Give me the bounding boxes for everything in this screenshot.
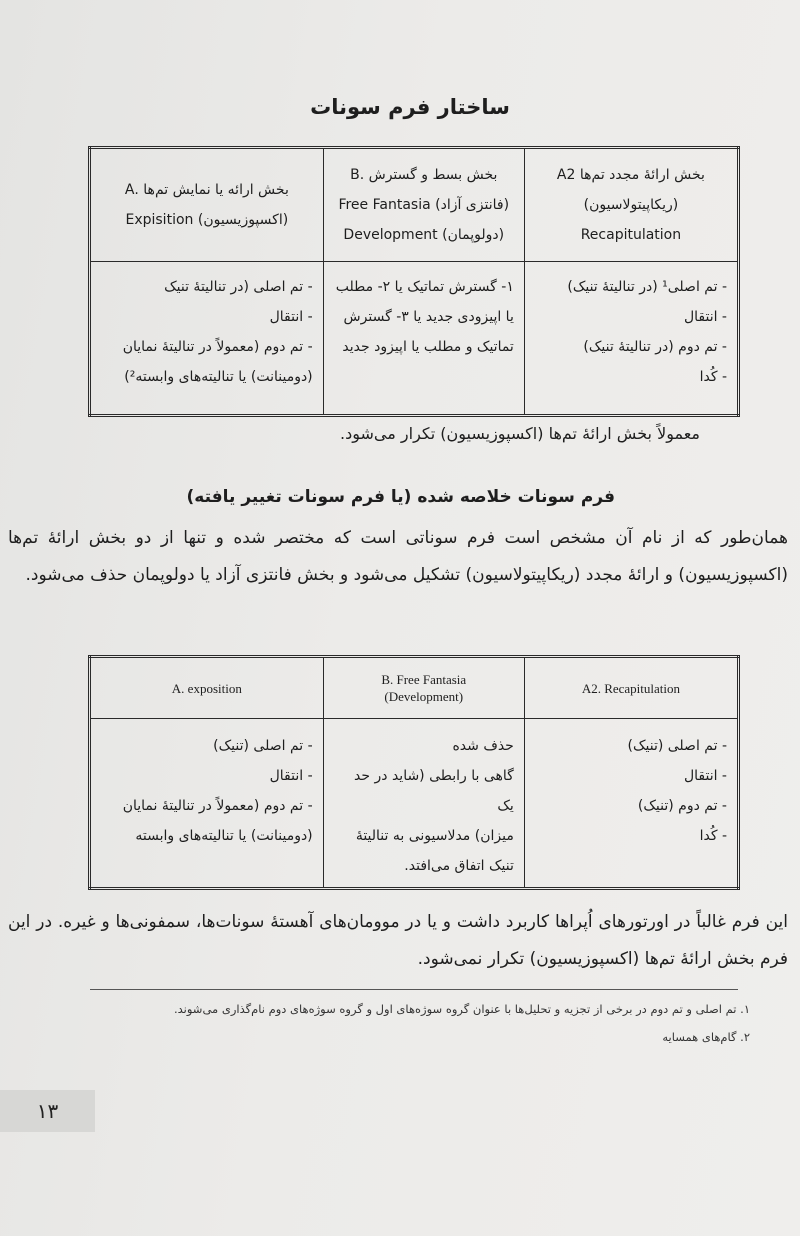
footnote-2: ۲. گام‌های همسایه bbox=[662, 1030, 750, 1044]
exposition-repeat-note: معمولاً بخش ارائهٔ تم‌ها (اکسپوزیسیون) تکرار می‌شود. bbox=[340, 424, 700, 443]
cell-exposition: - تم اصلی (در تنالیتهٔ تنیک - انتقال - تم دوم (معمولاً در تنالیتهٔ نمایان (دومینانت) یا تنالیته‌های وابسته²) bbox=[90, 262, 324, 416]
header-recapitulation: بخش ارائهٔ مجدد تم‌ها A2 (ریکاپیتولاسیون) Recapitulation bbox=[524, 148, 738, 262]
cell-recapitulation: - تم اصلی (تنیک) - انتقال - تم دوم (تنیک) - کُدا bbox=[524, 719, 738, 889]
body-paragraph: این فرم غالباً در اورتورهای اُپراها کاربرد داشت و یا در موومان‌های آهستهٔ سونات‌ها، سمفونی‌ها و غیره. در این فرم بخش ارائهٔ تم‌ها (اکسپوزیسیون) تکرار نمی‌شود. bbox=[8, 912, 788, 969]
header-exposition: A. exposition bbox=[90, 657, 324, 719]
header-development: بخش بسط و گسترش .B (فانتزی آزاد) Free Fantasia (دولوپمان) Development bbox=[323, 148, 524, 262]
cell-development: ۱- گسترش تماتیک یا ۲- مطلب یا اپیزودی جدید یا ۳- گسترش تماتیک و مطلب یا اپیزود جدید bbox=[323, 262, 524, 416]
section-heading: فرم سونات خلاصه شده (یا فرم سونات تغییر یافته) bbox=[186, 487, 615, 507]
page-title: ساختار فرم سونات bbox=[310, 95, 510, 119]
body-paragraph: همان‌طور که از نام آن مشخص است فرم سوناتی است که مختصر شده و تنها از دو بخش ارائهٔ تم‌ها (اکسپوزیسیون) و ارائهٔ مجدد (ریکاپیتولاسیون) تشکیل می‌شود و بخش فانتزی آزاد یا دولوپمان حذف می‌شود. bbox=[8, 528, 788, 585]
table-row bbox=[90, 262, 739, 416]
footnote-1: ۱. تم اصلی و تم دوم در برخی از تجزیه و تحلیل‌ها با عنوان گروه سوژه‌های اول و گروه سوژه‌های دوم نام‌گذاری می‌شوند. bbox=[173, 1002, 750, 1016]
cell-recapitulation: - تم اصلی¹ (در تنالیتهٔ تنیک) - انتقال - تم دوم (در تنالیتهٔ تنیک) - کُدا bbox=[524, 262, 738, 416]
header-recapitulation: A2. Recapitulation bbox=[524, 657, 738, 719]
table-header-row bbox=[90, 657, 739, 719]
cell-development: حذف شده گاهی با رابطی (شاید در حد یک میزان) مدلاسیونی به تنالیتهٔ تنیک اتفاق می‌افتد. bbox=[323, 719, 524, 889]
footnote-divider bbox=[90, 989, 738, 990]
cell-exposition: - تم اصلی (تنیک) - انتقال - تم دوم (معمولاً در تنالیتهٔ نمایان (دومینانت) یا تنالیته‌های وابسته bbox=[90, 719, 324, 889]
table-row bbox=[90, 719, 739, 889]
abridged-sonata-table bbox=[88, 655, 740, 890]
table-header-row bbox=[90, 148, 739, 262]
header-development: B. Free Fantasia (Development) bbox=[323, 657, 524, 719]
header-exposition: بخش ارائه یا نمایش تم‌ها .A (اکسپوزیسیون) Expisition bbox=[90, 148, 324, 262]
sonata-structure-table bbox=[88, 146, 740, 417]
page-number: ۱۳ bbox=[0, 1090, 95, 1132]
